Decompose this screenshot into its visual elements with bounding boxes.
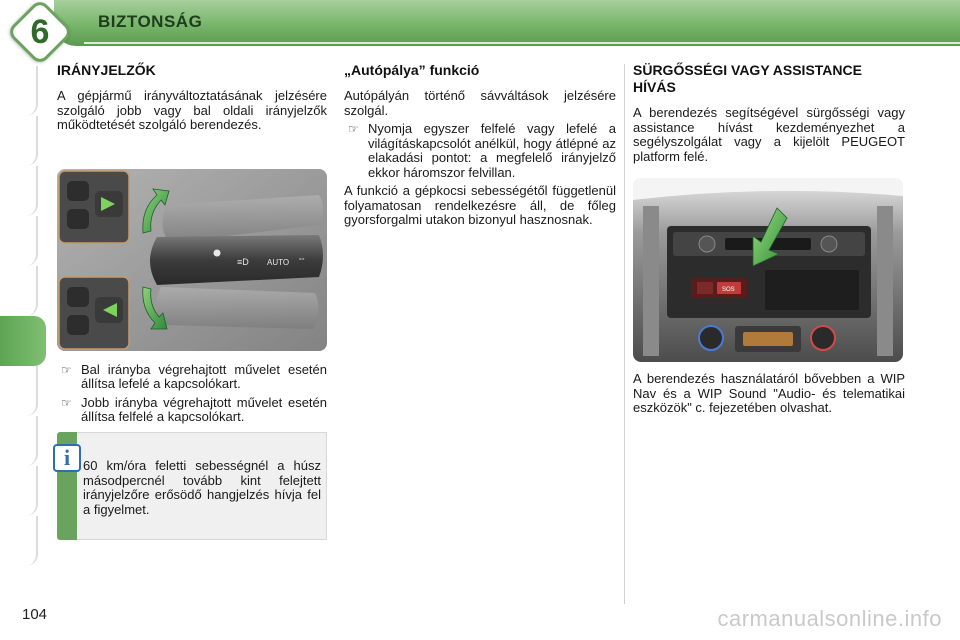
section-title-emergency: SÜRGŐSSÉGI VAGY ASSISTANCE HÍVÁS xyxy=(633,62,862,95)
chapter-tab-1[interactable] xyxy=(8,66,38,116)
chapter-tab-10[interactable] xyxy=(8,516,38,566)
watermark: carmanualsonline.info xyxy=(717,606,942,631)
info-box xyxy=(57,432,327,540)
column-motorway-function xyxy=(344,62,616,232)
stalk-photo xyxy=(57,169,327,351)
motorway-intro: Autópályán történő sávváltások jelzésére szolgál. xyxy=(344,88,616,118)
column-emergency-call xyxy=(633,62,905,420)
emergency-outro: A berendezés használatáról bővebben a WIP Nav és a WIP Sound "Audio- és telematikai eszközök" c. fejezetében olvashat. xyxy=(633,371,905,415)
svg-text:≡D: ≡D xyxy=(237,256,249,267)
column-turn-signals xyxy=(57,62,327,429)
turn-signals-intro: A gépjármű irányváltoztatásának jelzésére szolgáló jobb vagy bal oldali irányjelzők működtetését szolgáló berendezés. xyxy=(57,88,327,132)
console-photo xyxy=(633,178,903,362)
chapter-tab-4[interactable] xyxy=(8,216,38,266)
hand-pointer-icon: ☞ xyxy=(61,362,72,377)
chapter-tab-6[interactable] xyxy=(0,316,46,366)
chapter-tab-3[interactable] xyxy=(8,166,38,216)
chapter-tab-7[interactable] xyxy=(8,366,38,416)
page-number: 104 xyxy=(22,606,48,623)
motorway-outro: A funkció a gépkocsi sebességétől függetlenül folyamatosan rendelkezésre áll, de főleg gyorsforgalmi utakon bizonyul hasznosnak. xyxy=(344,183,616,227)
chapter-tab-9[interactable] xyxy=(8,466,38,516)
page-header xyxy=(0,0,960,52)
svg-text:SOS: SOS xyxy=(722,287,735,293)
bullet-left-turn-text: Bal irányba végrehajtott művelet esetén állítsa lefelé a kapcsolókart. xyxy=(81,361,327,391)
info-icon: i xyxy=(53,444,81,472)
svg-text:⇔: ⇔ xyxy=(297,252,306,263)
chapter-title: BIZTONSÁG xyxy=(98,12,203,31)
info-text: 60 km/óra feletti sebességnél a húsz másodpercnél tovább kint felejtett irányjelzőre erősödő hangjelzés hívja fel a figyelmet. xyxy=(83,458,321,517)
emergency-intro: A berendezés segítségével sürgősségi vagy assistance hívást kezdeményezhet a segélyszolgálat vagy a kijelölt PEUGEOT platform felé. xyxy=(633,105,905,164)
chapter-tab-5[interactable] xyxy=(8,266,38,316)
svg-text:AUTO: AUTO xyxy=(267,257,290,267)
chapter-tab-2[interactable] xyxy=(8,116,38,166)
bullet-motorway-text: Nyomja egyszer felfelé vagy lefelé a világításkapcsolót anélkül, hogy átlépné az elakadási pontot: a megfelelő irányjelző ekkor háromszor felvillan. xyxy=(368,121,616,180)
bullet-left-turn xyxy=(57,363,327,392)
hand-pointer-icon: ☞ xyxy=(61,395,72,410)
section-title-turn-signals: IRÁNYJELZŐK xyxy=(57,62,156,78)
bullet-motorway xyxy=(344,122,616,180)
section-title-motorway: „Autópálya” funkció xyxy=(344,62,480,78)
column-divider xyxy=(624,64,625,604)
chapter-number: 6 xyxy=(30,12,50,51)
bullet-right-turn xyxy=(57,396,327,425)
hand-pointer-icon: ☞ xyxy=(348,122,359,136)
chapter-tabs xyxy=(0,66,44,566)
chapter-tab-8[interactable] xyxy=(8,416,38,466)
bullet-right-turn-text: Jobb irányba végrehajtott művelet esetén állítsa felfelé a kapcsolókart. xyxy=(81,394,327,424)
